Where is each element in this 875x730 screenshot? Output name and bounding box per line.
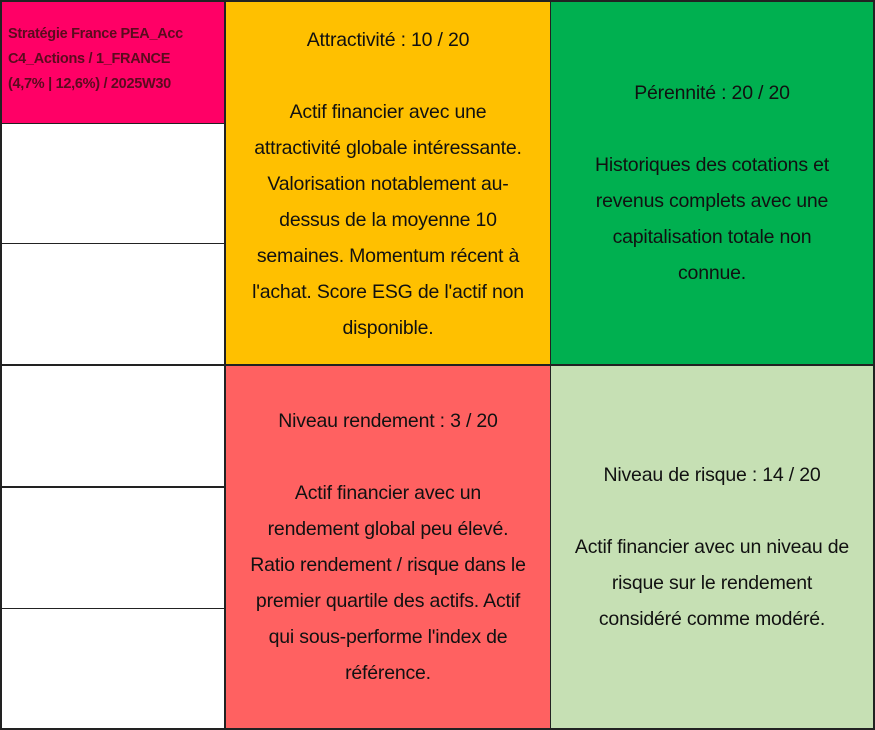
attractivite-desc-line: Actif financier avec une [289, 101, 487, 123]
perennite-title: Pérennité : 20 / 20 [634, 82, 790, 104]
rendement-desc-line: rendement global peu élevé. [267, 518, 509, 540]
perennite-desc-line: capitalisation totale non [612, 226, 812, 248]
blank-cell-2 [1, 243, 225, 365]
rendement-desc-line: référence. [345, 662, 431, 684]
risque-title: Niveau de risque : 14 / 20 [603, 464, 821, 486]
rendement-title: Niveau rendement : 3 / 20 [278, 410, 498, 432]
perennite-desc-line: connue. [678, 262, 746, 284]
perennite-card [550, 1, 874, 365]
risque-desc-line: considéré comme modéré. [598, 608, 826, 630]
rendement-desc-line: premier quartile des actifs. Actif [255, 590, 521, 612]
attractivite-desc-line: l'achat. Score ESG de l'actif non [252, 281, 524, 303]
rendement-desc-line: Ratio rendement / risque dans le [250, 554, 526, 576]
attractivite-desc-line: semaines. Momentum récent à [256, 245, 520, 267]
attractivite-desc-line: Valorisation notablement au- [267, 173, 509, 195]
attractivite-title: Attractivité : 10 / 20 [306, 29, 470, 51]
strategy-header-cell [1, 1, 225, 124]
risque-desc-line: risque sur le rendement [611, 572, 813, 594]
rendement-desc-line: qui sous-performe l'index de [268, 626, 508, 648]
risque-card [550, 365, 874, 729]
strategy-category-line: C4_Actions / 1_FRANCE [8, 51, 171, 67]
blank-cell-3 [1, 365, 225, 487]
blank-cell-5 [1, 608, 225, 729]
perennite-desc-line: Historiques des cotations et [595, 154, 829, 176]
attractivite-desc-line: dessus de la moyenne 10 [279, 209, 497, 231]
risque-desc-line: Actif financier avec un niveau de [574, 536, 850, 558]
rendement-desc-line: Actif financier avec un [294, 482, 482, 504]
rendement-card [225, 365, 551, 729]
attractivite-desc-line: attractivité globale intéressante. [254, 137, 522, 159]
blank-cell-1 [1, 123, 225, 244]
attractivite-card [225, 1, 551, 365]
strategy-stats-line: (4,7% | 12,6%) / 2025W30 [8, 76, 171, 92]
blank-cell-4 [1, 487, 225, 609]
strategy-name-line: Stratégie France PEA_Acc [8, 26, 183, 42]
perennite-desc-line: revenus complets avec une [595, 190, 829, 212]
attractivite-desc-line: disponible. [342, 317, 434, 339]
